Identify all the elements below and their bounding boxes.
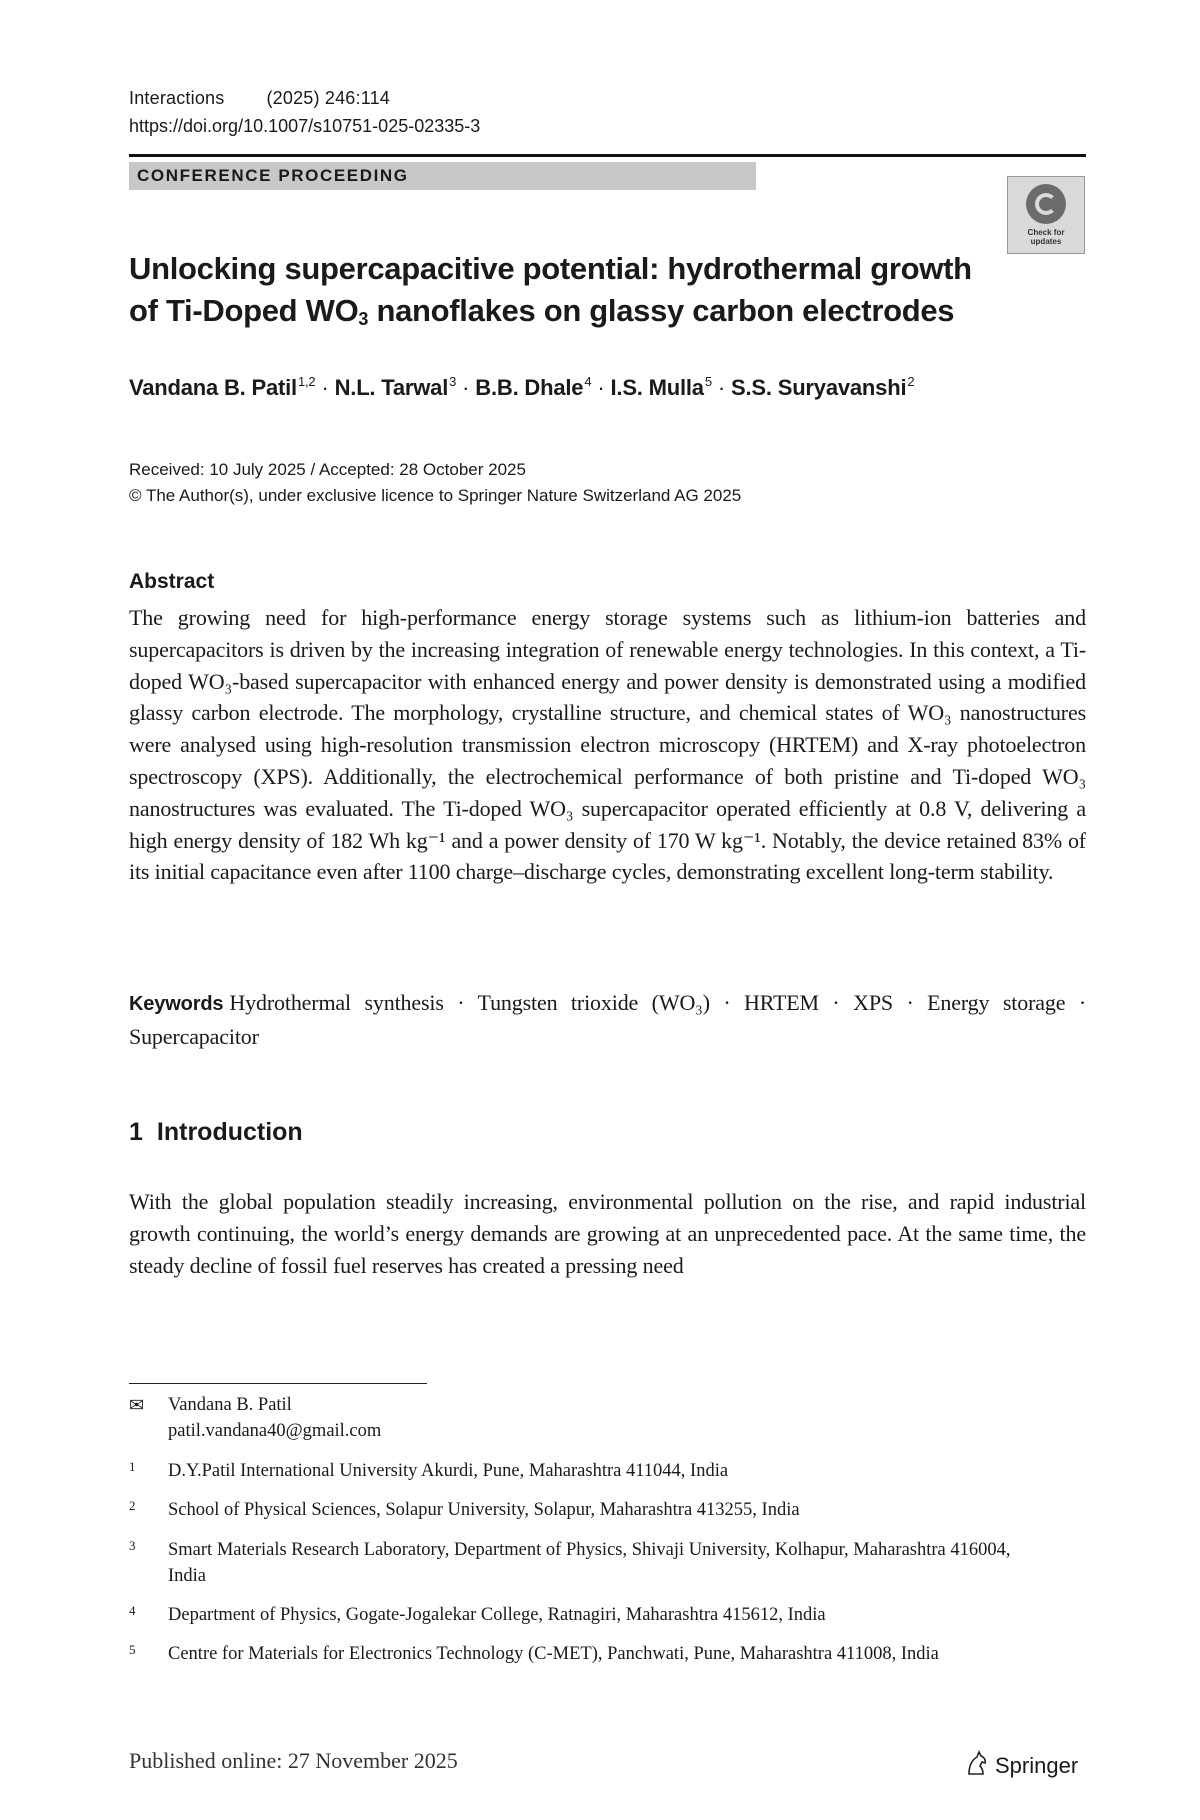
- affiliation-text: D.Y.Patil International University Akurdi, Pune, Maharashtra 411044, India: [168, 1461, 729, 1481]
- author-affiliation-mark: 2: [907, 374, 915, 389]
- published-online-date: Published online: 27 November 2025: [129, 1748, 458, 1773]
- envelope-icon: ✉: [129, 1395, 145, 1415]
- affiliation-item: [129, 1602, 1048, 1628]
- author-affiliation-mark: 5: [704, 374, 712, 389]
- affiliation-mark: 4: [129, 1603, 136, 1618]
- article-title: [129, 248, 1029, 340]
- author-separator: ·: [597, 375, 605, 400]
- affiliation-item: [129, 1458, 1048, 1484]
- check-updates-line2: updates: [1030, 237, 1062, 246]
- affiliation-mark: 1: [129, 1459, 136, 1474]
- affiliation-item: [129, 1537, 1048, 1589]
- keywords-text: Hydrothermal synthesis · Tungsten trioxide (WO₃) · HRTEM · XPS · Energy storage · Supercapacitor: [129, 990, 1086, 1049]
- title-subscript: 3: [358, 309, 369, 329]
- author-name[interactable]: Vandana B. Patil: [129, 375, 297, 400]
- copyright-notice: © The Author(s), under exclusive licence to Springer Nature Switzerland AG 2025: [129, 486, 742, 505]
- corresponding-name: Vandana B. Patil: [168, 1395, 292, 1415]
- keywords: [129, 987, 1086, 1053]
- publisher-logo[interactable]: [965, 1750, 1078, 1782]
- affiliation-item: [129, 1641, 1048, 1667]
- author-name[interactable]: I.S. Mulla: [610, 375, 704, 400]
- section-label: CONFERENCE PROCEEDING: [129, 162, 756, 190]
- header-rule: [129, 154, 1086, 157]
- abstract-body: The growing need for high-performance energy storage systems such as lithium-ion batteries and supercapacitors is driven by the increasing integration of renewable energy technologies. In this context, a Ti-doped WO₃-based supercapacitor with enhanced energy and power density is demonstrated using a modified glassy carbon electrode. The morphology, crystalline structure, and chemical states of WO₃ nanostructures were analysed using high-resolution transmission electron microscopy (HRTEM) and X-ray photoelectron spectroscopy (XPS). Additionally, the electrochemical performance of both pristine and Ti-doped WO₃ nanostructures was evaluated. The Ti-doped WO₃ supercapacitor operated efficiently at 0.8 V, delivering a high energy density of 182 Wh kg⁻¹ and a power density of 170 W kg⁻¹. Notably, the device retained 83% of its initial capacitance even after 1100 charge–discharge cycles, demonstrating excellent long-term stability.: [129, 605, 1086, 885]
- section-heading-introduction: [129, 1118, 303, 1147]
- publisher-name: Springer: [995, 1753, 1079, 1778]
- author-name[interactable]: B.B. Dhale: [475, 375, 584, 400]
- corresponding-author: [129, 1392, 1048, 1444]
- introduction-body: With the global population steadily increasing, environmental pollution on the rise, and rapid industrial growth continuing, the world’s energy demands are growing at an unprecedented pace. At the same time, the steady decline of fossil fuel reserves has created a pressing need: [129, 1189, 1086, 1278]
- citation: (2025) 246:114: [266, 88, 391, 108]
- author-separator: ·: [717, 375, 726, 400]
- abstract-heading: Abstract: [129, 570, 215, 593]
- author-separator: ·: [321, 375, 329, 400]
- affiliation-mark: 3: [129, 1538, 136, 1553]
- keywords-label: Keywords: [129, 993, 224, 1015]
- title-line-1: Unlocking supercapacitive potential: hydrothermal growth: [129, 251, 972, 286]
- author-name[interactable]: S.S. Suryavanshi: [731, 375, 907, 400]
- check-for-updates-badge[interactable]: [1007, 176, 1085, 254]
- section-number: 1: [129, 1118, 143, 1146]
- author-affiliation-mark: 3: [449, 374, 457, 389]
- affiliation-text: Department of Physics, Gogate-Jogalekar College, Ratnagiri, Maharashtra 415612, India: [168, 1605, 826, 1625]
- author-list: [129, 374, 1086, 401]
- check-updates-line1: Check for: [1027, 228, 1065, 237]
- springer-horse-icon: [965, 1750, 989, 1782]
- affiliation-text: Smart Materials Research Laboratory, Department of Physics, Shivaji University, Kolhapur, Maharashtra 416004, India: [168, 1540, 1011, 1586]
- title-line-2-pre: of Ti-Doped WO: [129, 293, 359, 328]
- received-accepted-dates: Received: 10 July 2025 / Accepted: 28 October 2025: [129, 460, 526, 479]
- author-affiliation-mark: 1,2: [297, 374, 316, 389]
- check-updates-icon: [1026, 184, 1066, 224]
- affiliation-mark: 5: [129, 1642, 136, 1657]
- section-title: Introduction: [156, 1118, 303, 1146]
- author-affiliation-mark: 4: [584, 374, 592, 389]
- affiliation-text: Centre for Materials for Electronics Technology (C-MET), Panchwati, Pune, Maharashtra 411008, India: [168, 1644, 939, 1664]
- author-name[interactable]: N.L. Tarwal: [334, 375, 449, 400]
- doi-link[interactable]: https://doi.org/10.1007/s10751-025-02335-3: [129, 116, 481, 136]
- journal-name: Interactions: [129, 88, 225, 108]
- affiliation-text: School of Physical Sciences, Solapur University, Solapur, Maharashtra 413255, India: [168, 1500, 800, 1520]
- corresponding-email[interactable]: patil.vandana40@gmail.com: [168, 1421, 382, 1441]
- footnote-rule: [129, 1383, 427, 1384]
- affiliation-mark: 2: [129, 1498, 136, 1513]
- journal-citation-line: [129, 88, 390, 109]
- affiliation-item: [129, 1497, 1048, 1523]
- title-line-2-post: nanoflakes on glassy carbon electrodes: [368, 293, 955, 328]
- author-separator: ·: [462, 375, 470, 400]
